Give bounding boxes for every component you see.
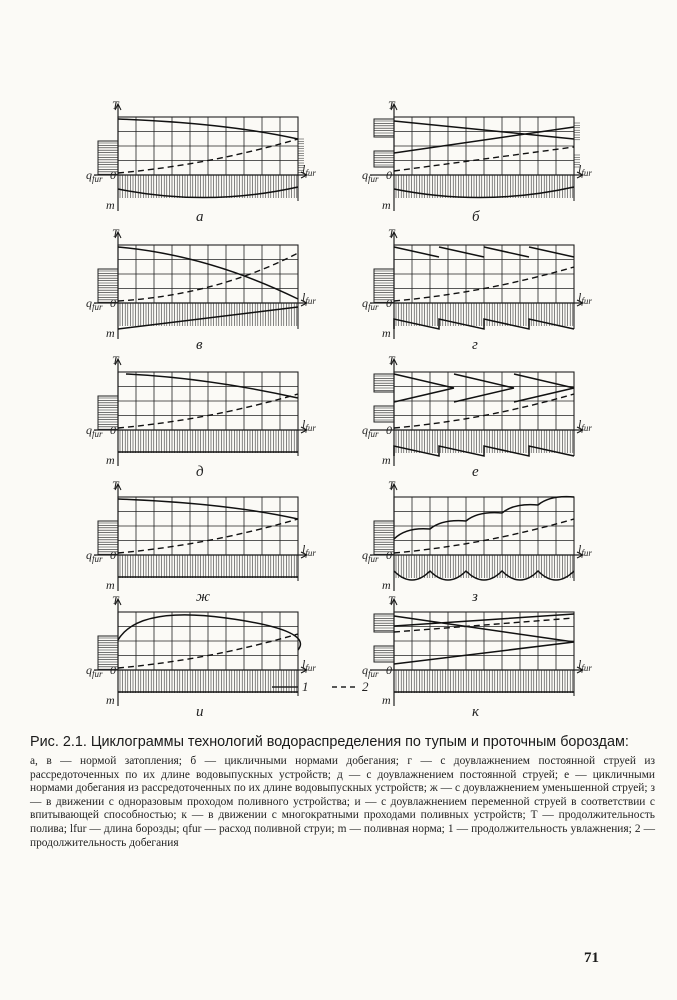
label-flow: $q_{fur}$ xyxy=(362,423,379,439)
cyclogram-panel-1 xyxy=(86,98,316,225)
label-length: $l_{fur}$ xyxy=(302,542,316,558)
label-duration: T xyxy=(388,478,395,492)
label-origin: 0 xyxy=(110,168,116,182)
label-norm: m xyxy=(106,693,115,707)
page-number: 71 xyxy=(584,950,599,966)
label-flow: $q_{fur}$ xyxy=(86,663,103,679)
label-norm: m xyxy=(106,453,115,467)
label-duration: T xyxy=(388,353,395,367)
label-length: $l_{fur}$ xyxy=(578,542,592,558)
label-flow: $q_{fur}$ xyxy=(86,168,103,184)
panel-letter: б xyxy=(472,209,480,225)
label-length: $l_{fur}$ xyxy=(302,290,316,306)
duration-curve xyxy=(126,374,298,398)
label-norm: m xyxy=(382,198,391,212)
label-duration: T xyxy=(388,226,395,240)
label-norm: m xyxy=(382,578,391,592)
label-length: $l_{fur}$ xyxy=(302,162,316,178)
label-origin: 0 xyxy=(386,423,392,437)
panel-letter: и xyxy=(196,704,204,720)
cyclogram-panel-7 xyxy=(86,478,316,605)
label-origin: 0 xyxy=(386,663,392,677)
duration-curve xyxy=(118,615,300,650)
label-duration: T xyxy=(112,226,119,240)
label-length: $l_{fur}$ xyxy=(578,290,592,306)
label-length: $l_{fur}$ xyxy=(302,417,316,433)
cyclogram-panel-6 xyxy=(362,353,592,480)
cyclogram-panel-10 xyxy=(362,593,592,720)
label-origin: 0 xyxy=(110,296,116,310)
label-length: $l_{fur}$ xyxy=(578,657,592,673)
legend-label-1: 1 xyxy=(302,679,309,694)
label-origin: 0 xyxy=(110,663,116,677)
label-duration: T xyxy=(112,353,119,367)
label-length: $l_{fur}$ xyxy=(578,162,592,178)
panel-letter: з xyxy=(472,589,478,605)
label-flow: $q_{fur}$ xyxy=(86,423,103,439)
panel-letter: к xyxy=(472,704,480,720)
label-norm: m xyxy=(106,198,115,212)
caption-body: а, в — нормой затопления; б — цикличными нормами добегания; г — с доувлажнением постоянной струей из рассредоточенных по их длине водовыпускных устройств; д — с доувлажнением постоянной струей; е — цикличными нормами добегания из рассредоточенных по их длине водовыпускных устройств; ж — с доувлажнением уменьшенной струей; з — в движении с одноразовым проходом поливного устройства; и — с доувлажнением переменной струей в соответствии с впитывающей способностью; к — в движении с многократными проходами поливных устройств; T — продолжительность полива; lfur — длина борозды; qfur — расход поливной струи; m — поливная норма; 1 — продолжительность увлажнения; 2 — продолжительность добегания xyxy=(30,755,655,849)
cyclogram-panel-2 xyxy=(362,98,592,225)
panel-letter: а xyxy=(196,209,204,225)
label-origin: 0 xyxy=(110,548,116,562)
label-flow: $q_{fur}$ xyxy=(86,548,103,564)
cyclogram-panel-4 xyxy=(362,226,592,353)
cyclogram-panel-3 xyxy=(86,226,316,353)
label-flow: $q_{fur}$ xyxy=(362,168,379,184)
panel-letter: г xyxy=(472,337,478,353)
label-duration: T xyxy=(388,593,395,607)
legend-label-2: 2 xyxy=(362,679,369,694)
label-duration: T xyxy=(388,98,395,112)
label-origin: 0 xyxy=(386,168,392,182)
cyclogram-panel-5 xyxy=(86,353,316,480)
label-norm: m xyxy=(106,326,115,340)
panel-letter: д xyxy=(196,464,204,480)
label-duration: T xyxy=(112,593,119,607)
label-length: $l_{fur}$ xyxy=(302,657,316,673)
label-origin: 0 xyxy=(386,296,392,310)
label-flow: $q_{fur}$ xyxy=(362,296,379,312)
label-flow: $q_{fur}$ xyxy=(362,663,379,679)
label-norm: m xyxy=(382,693,391,707)
label-norm: m xyxy=(382,326,391,340)
label-flow: $q_{fur}$ xyxy=(362,548,379,564)
label-origin: 0 xyxy=(110,423,116,437)
panel-letter: в xyxy=(196,337,203,353)
label-norm: m xyxy=(106,578,115,592)
label-origin: 0 xyxy=(386,548,392,562)
label-duration: T xyxy=(112,98,119,112)
cyclogram-panel-9 xyxy=(86,593,316,720)
caption-title: Рис. 2.1. Циклограммы технологий водораспределения по тупым и проточным бороздам: xyxy=(30,734,629,750)
label-length: $l_{fur}$ xyxy=(578,417,592,433)
label-flow: $q_{fur}$ xyxy=(86,296,103,312)
figure-caption xyxy=(30,733,655,850)
label-duration: T xyxy=(112,478,119,492)
cyclogram-panel-8 xyxy=(362,478,592,605)
panel-letter: е xyxy=(472,464,479,480)
panel-letter: ж xyxy=(196,589,210,605)
label-norm: m xyxy=(382,453,391,467)
